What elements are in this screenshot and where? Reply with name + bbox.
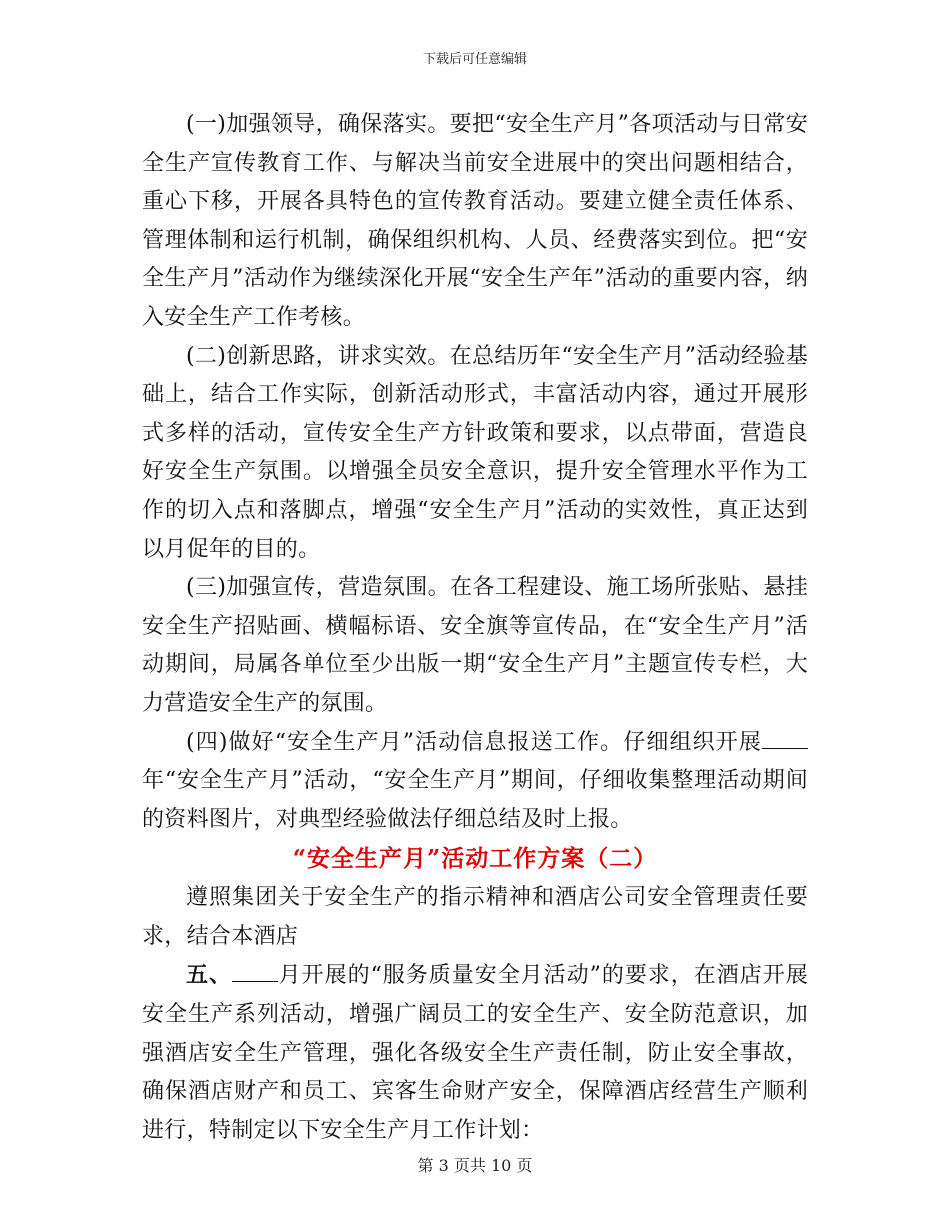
section-intro: 遵照集团关于安全生产的指示精神和酒店公司安全管理责任要求，结合本酒店 — [142, 885, 808, 949]
item-five-text: 月开展的“服务质量安全月活动”的要求，在酒店开展安全生产系列活动，增强广阔员工的安全生产、安全防范意识，加强酒店安全生产管理，强化各级安全生产责任制，防止安全事故，确保酒店财产和员工、宾客生命财产安全，保障酒店经营生产顺利进行，特制定以下安全生产月工作计划： — [142, 963, 808, 1143]
paragraph-3: (三)加强宣传，营造氛围。在各工程建设、施工场所张贴、悬挂安全生产招贴画、横幅标语、安全旗等宣传品，在“安全生产月”活动期间，局属各单位至少出版一期“安全生产月”主题宣传专栏，大力营造安全生产的氛围。 — [142, 575, 808, 716]
page-number: 第 3 页共 10 页 — [417, 1156, 533, 1175]
item-five — [142, 956, 808, 1150]
page-header: 下载后可任意编辑 — [422, 52, 527, 67]
document-body — [142, 106, 808, 1150]
paragraph-4-end: 年“安全生产月”活动，“安全生产月”期间，仔细收集整理活动期间的资料图片，对典型经验做法仔细总结及时上报。 — [142, 768, 808, 832]
section-title: “安全生产月”活动工作方案（二） — [292, 845, 658, 873]
paragraph-4-start: (四)做好“安全生产月”活动信息报送工作。仔细组织开展 — [186, 729, 762, 755]
fill-blank — [762, 728, 808, 749]
fill-blank — [232, 961, 278, 982]
paragraph-4 — [142, 724, 808, 840]
paragraph-2: (二)创新思路，讲求实效。在总结历年“安全生产月”活动经验基础上，结合工作实际，创新活动形式，丰富活动内容，通过开展形式多样的活动，宣传安全生产方针政策和要求，以点带面，营造良好安全生产氛围。以增强全员安全意识，提升安全管理水平作为工作的切入点和落脚点，增强“安全生产月”活动的实效性，真正达到以月促年的目的。 — [142, 343, 808, 562]
item-five-label: 五、 — [186, 962, 232, 989]
paragraph-1: (一)加强领导，确保落实。要把“安全生产月”各项活动与日常安全生产宣传教育工作、与解决当前安全进展中的突出问题相结合，重心下移，开展各具特色的宣传教育活动。要建立健全责任体系、管理体制和运行机制，确保组织机构、人员、经费落实到位。把“安全生产月”活动作为继续深化开展“安全生产年”活动的重要内容，纳入安全生产工作考核。 — [142, 112, 808, 330]
